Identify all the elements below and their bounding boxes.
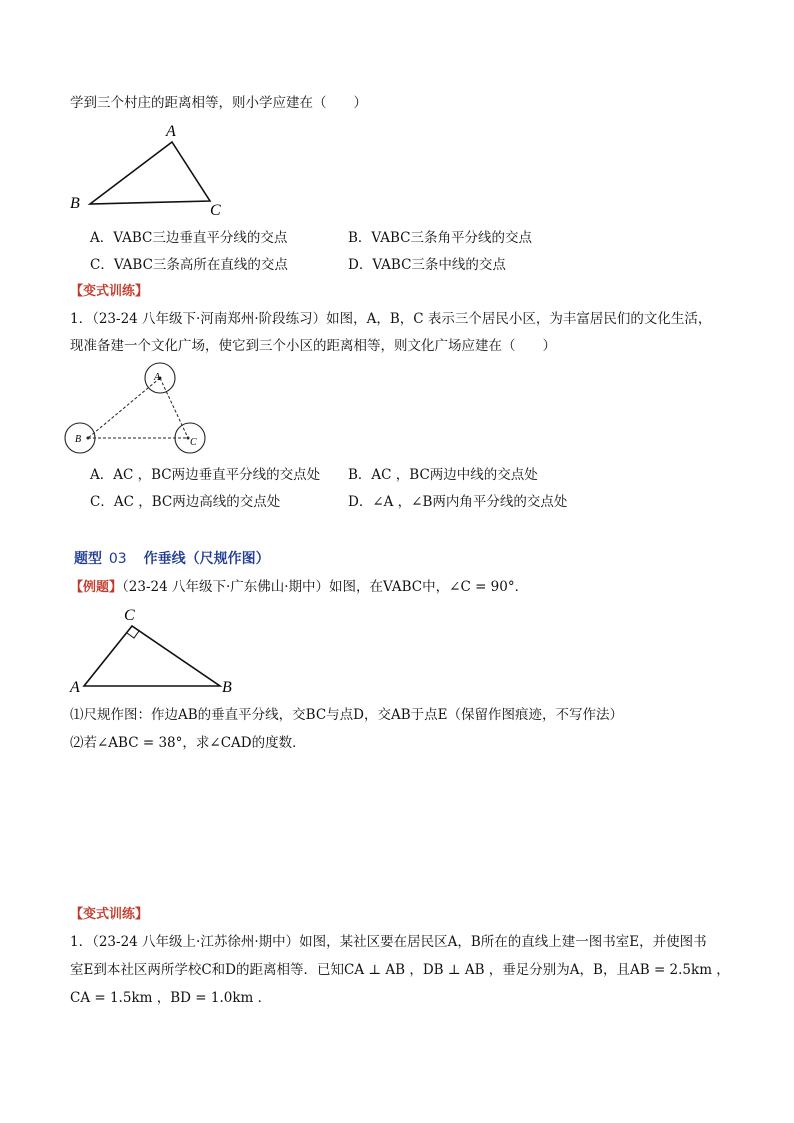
vertex-label-b: B [70, 195, 80, 212]
vertex-label-a: A [70, 679, 80, 696]
option-a: A．VABC三边垂直平分线的交点 [90, 230, 288, 246]
option-d: D．∠A ，∠B两内角平分线的交点处 [348, 494, 568, 510]
option-c: C．AC ，BC两边高线的交点处 [90, 494, 281, 510]
training-question-line: CA = 1.5km ，BD = 1.0km ． [70, 990, 272, 1006]
option-b: B．AC ，BC两边中线的交点处 [348, 467, 538, 483]
training-question-line: 1．（23-24 八年级下·河南郑州·阶段练习）如图，A，B，C 表示三个居民小区，为丰富居民们的文化生活， [70, 311, 712, 327]
example-text: （23-24 八年级下·广东佛山·期中）如图，在VABC中，∠C = 90°． [122, 579, 529, 595]
example-part-1: ⑴尺规作图：作边AB的垂直平分线，交BC与点D，交AB于点E（保留作图痕迹，不写作法） [70, 707, 624, 723]
section-name: 题型 [74, 551, 102, 567]
training-question-line: 现准备建一个文化广场，使它到三个小区的距离相等，则文化广场应建在（ ） [70, 338, 556, 354]
option-c: C．VABC三条高所在直线的交点 [90, 257, 288, 273]
training-tag: 【变式训练】 [70, 284, 149, 299]
vertex-label-c: C [210, 202, 221, 219]
option-a: A．AC ，BC两边垂直平分线的交点处 [90, 467, 321, 483]
example-part-2: ⑵若∠ABC = 38°，求∠CAD的度数． [70, 735, 306, 751]
circle-label-c: C [190, 437, 197, 448]
example-line [70, 578, 528, 597]
right-triangle-figure [60, 600, 250, 700]
vertex-label-c: C [124, 607, 135, 624]
section-title: 作垂线（尺规作图） [143, 551, 270, 567]
circle-label-a: A [154, 372, 161, 383]
example-tag: 【例题】 [70, 580, 123, 595]
circle-label-b: B [75, 434, 82, 445]
residential-circles-figure [60, 360, 220, 460]
option-d: D．VABC三条中线的交点 [348, 257, 506, 273]
option-b: B．VABC三条角平分线的交点 [348, 230, 533, 246]
section-heading [74, 548, 270, 568]
question-stem: 学到三个村庄的距离相等，则小学应建在（ ） [70, 95, 367, 111]
triangle-figure-abc [60, 118, 240, 223]
training-tag: 【变式训练】 [70, 907, 149, 922]
training-question-line: 室E到本社区两所学校C和D的距离相等．已知CA ⊥ AB ，DB ⊥ AB ，垂足分别为A，B，且AB = 2.5km ， [70, 962, 730, 978]
vertex-label-b: B [222, 679, 232, 696]
vertex-label-a: A [166, 123, 176, 140]
training-question-line: 1．（23-24 八年级上·江苏徐州·期中）如图，某社区要在居民区A，B所在的直线上建一图书室E，并使图书 [70, 934, 707, 950]
section-number: 03 [108, 551, 127, 567]
